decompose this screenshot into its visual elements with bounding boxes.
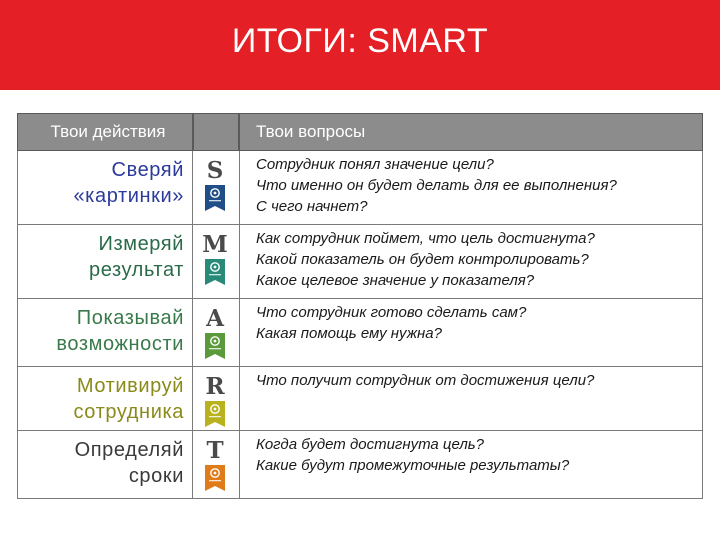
question-text: Что сотрудник готово сделать сам? — [256, 304, 527, 321]
icon-cell — [193, 299, 239, 367]
action-cell — [17, 151, 193, 225]
table-row — [17, 299, 703, 367]
table-row — [17, 431, 703, 499]
action-text — [75, 437, 184, 489]
action-line: Показывай — [76, 307, 184, 329]
icon-cell — [193, 431, 239, 499]
question-text: Когда будет достигнута цель? — [256, 436, 485, 453]
ribbon-tag-icon — [205, 465, 225, 491]
action-line: Определяй — [74, 439, 184, 461]
smart-r-badge-icon — [202, 375, 228, 427]
action-line: сроки — [128, 465, 184, 487]
action-line: возможности — [56, 333, 184, 355]
slide-title: ИТОГИ: SMART — [231, 22, 489, 60]
header-questions-label: Твои вопросы — [256, 122, 366, 141]
header-icons — [193, 113, 239, 151]
action-cell — [17, 299, 193, 367]
questions-cell — [239, 299, 703, 367]
question-text: Какая помощь ему нужна? — [256, 325, 442, 342]
question-list — [256, 228, 595, 291]
badge-letter: S — [206, 157, 224, 184]
action-line: «картинки» — [73, 185, 184, 207]
question-text: Что получит сотрудник от достижения цели? — [256, 372, 595, 389]
action-text — [89, 231, 184, 283]
question-list — [256, 154, 617, 217]
ribbon-tag-icon — [205, 333, 225, 359]
title-bar — [0, 0, 720, 90]
smart-s-badge-icon — [202, 159, 228, 211]
table-row — [17, 225, 703, 299]
ribbon-tag-icon — [205, 401, 225, 427]
question-text: Что именно он будет делать для ее выполнения? — [256, 177, 617, 194]
question-list — [256, 434, 569, 476]
action-line: результат — [88, 259, 184, 281]
header-questions — [239, 113, 703, 151]
icon-cell — [193, 367, 239, 431]
question-text: Какие будут промежуточные результаты? — [256, 457, 570, 474]
badge-letter: R — [205, 373, 225, 400]
icon-cell — [193, 151, 239, 225]
question-text: Как сотрудник поймет, что цель достигнута? — [256, 230, 595, 247]
action-line: сотрудника — [73, 401, 184, 423]
question-text: Сотрудник понял значение цели? — [256, 156, 494, 173]
ribbon-tag-icon — [205, 259, 225, 285]
questions-cell — [239, 225, 703, 299]
table-row — [17, 367, 703, 431]
questions-cell — [239, 431, 703, 499]
ribbon-tag-icon — [205, 185, 225, 211]
icon-cell — [193, 225, 239, 299]
action-text — [73, 373, 184, 425]
header-actions-label: Твои действия — [50, 122, 166, 141]
table-row — [17, 151, 703, 225]
action-text — [56, 305, 184, 357]
smart-m-badge-icon — [202, 233, 228, 285]
questions-cell — [239, 151, 703, 225]
header-actions — [17, 113, 193, 151]
smart-a-badge-icon — [202, 307, 228, 359]
action-cell — [17, 431, 193, 499]
badge-letter: T — [206, 437, 224, 464]
question-text: Какой показатель он будет контролировать? — [256, 251, 589, 268]
smart-table — [17, 113, 703, 499]
question-list — [256, 302, 526, 344]
action-cell — [17, 225, 193, 299]
action-cell — [17, 367, 193, 431]
badge-letter: M — [202, 231, 228, 258]
question-text: С чего начнет? — [256, 198, 368, 215]
smart-t-badge-icon — [202, 439, 228, 491]
badge-letter: A — [206, 305, 224, 332]
question-list — [256, 370, 594, 391]
question-text: Какое целевое значение у показателя? — [256, 272, 535, 289]
action-line: Измеряй — [98, 233, 184, 255]
action-line: Сверяй — [111, 159, 184, 181]
questions-cell — [239, 367, 703, 431]
action-line: Мотивируй — [76, 375, 184, 397]
action-text — [73, 157, 184, 209]
